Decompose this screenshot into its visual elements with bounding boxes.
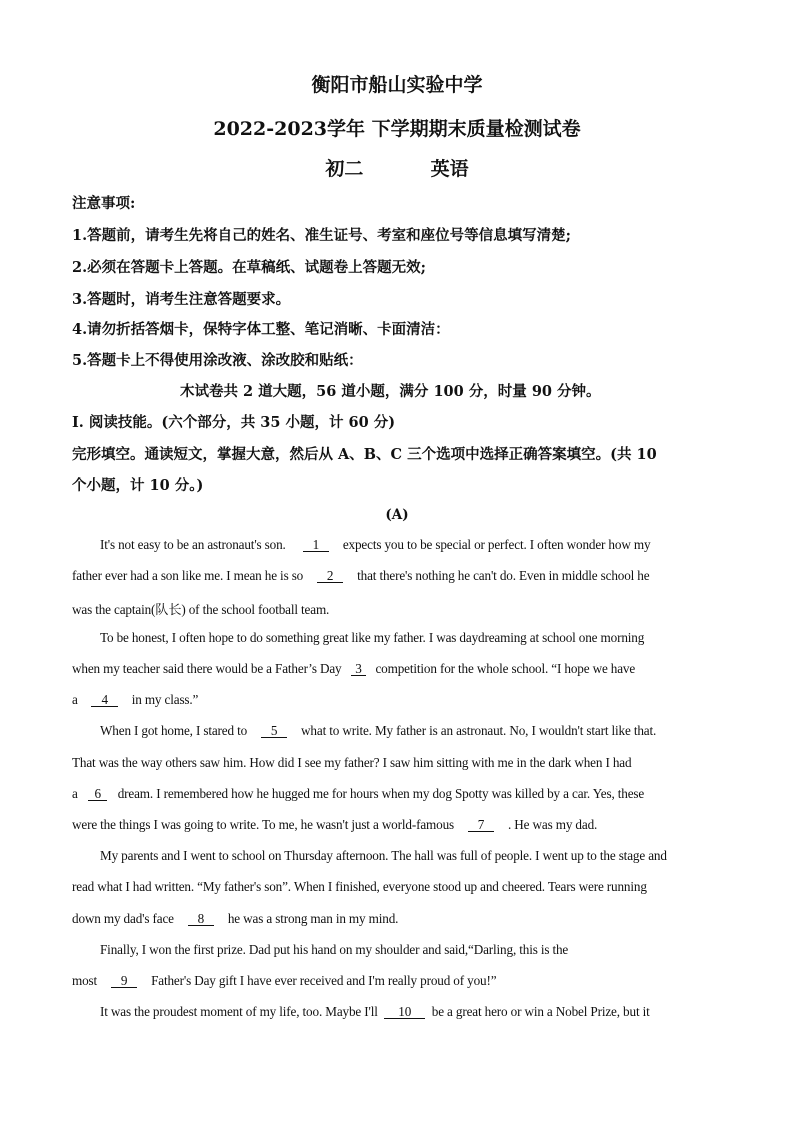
grade-label: 初二: [325, 158, 364, 180]
passage-line: When I got home, I stared to 5 what to write. My father is an astronaut. No, I wouldn't start like that.: [100, 723, 657, 738]
passage-line: were the things I was going to write. To me, he wasn't just a world-famous 7 . He was my dad.: [72, 817, 598, 832]
passage-line: read what I had written. “My father's son”. When I finished, everyone stood up and cheered. Tears were running: [72, 879, 647, 894]
passage-line: father ever had a son like me. I mean he is so 2 that there's nothing he can't do. Even in middle school he: [72, 568, 650, 583]
section-instruction-line1: 完形填空。通读短文，掌握大意，然后从 A、B、C 三个选项中选择正确答案填空。(共 10: [72, 446, 657, 463]
exam-summary: 木试卷共 2 道大题，56 道小题，满分 100 分，时量 90 分钟。: [180, 383, 601, 400]
passage-line: It was the proudest moment of my life, too. Maybe I'll 10 be a great hero or win a Nobel Prize, but it: [100, 1004, 650, 1019]
passage-line: My parents and I went to school on Thursday afternoon. The hall was full of people. I went up to the stage and: [100, 848, 667, 863]
section-instruction-line2: 个小题，计 10 分。): [72, 477, 204, 494]
notice-item-5: 5.答题卡上不得使用涂改液、涂改胶和贴纸：: [72, 352, 363, 369]
notice-item-2: 2.必须在答题卡上答题。在草稿纸、试题卷上答题无效;: [72, 259, 426, 276]
blank-3: 3: [341, 661, 375, 677]
school-name: 衡阳市船山实验中学: [311, 74, 483, 96]
blank-10: 10: [378, 1004, 432, 1020]
blank-7: 7: [454, 817, 508, 833]
passage-line: when my teacher said there would be a Father’s Day 3 competition for the whole school. “I hope we have: [72, 661, 636, 676]
passage-line: was the captain(队长) of the school football team.: [72, 602, 330, 617]
blank-8: 8: [174, 911, 228, 927]
passage-line: It's not easy to be an astronaut's son. 1 expects you to be special or perfect. I often wonder how my: [100, 537, 651, 552]
passage-line: That was the way others saw him. How did I see my father? I saw him sitting with me in the dark when I had: [72, 755, 632, 770]
blank-1: 1: [289, 537, 343, 553]
passage-line: a 4 in my class.”: [72, 692, 199, 707]
notice-item-3: 3.答题时，诮考生注意答题要求。: [72, 291, 291, 308]
blank-9: 9: [97, 973, 151, 989]
passage-line: most 9 Father's Day gift I have ever received and I'm really proud of you!”: [72, 973, 497, 988]
notice-item-4: 4.请勿折括答烟卡，保特字体工整、笔记消晰、卡面清洁：: [72, 321, 450, 338]
notice-title: 注意事项:: [72, 195, 136, 212]
passage-line: down my dad's face 8 he was a strong man in my mind.: [72, 911, 399, 926]
grade-subject: [0, 154, 794, 181]
blank-5: 5: [247, 723, 301, 739]
section-heading: I. 阅读技能。(六个部分，共 35 小题，计 60 分): [72, 414, 396, 431]
passage-line: a 6 dream. I remembered how he hugged me for hours when my dog Spotty was killed by a car. Yes, these: [72, 786, 645, 801]
notice-item-1: 1.答题前，请考生先将自己的姓名、准生证号、考室和座位号等信息填写清楚;: [72, 227, 571, 244]
passage-line: To be honest, I often hope to do something great like my father. I was daydreaming at school one morning: [100, 630, 645, 645]
blank-2: 2: [303, 568, 357, 584]
exam-title: 2022-2023学年 下学期期末质量检测试卷: [213, 118, 581, 140]
blank-4: 4: [78, 692, 132, 708]
passage-line: Finally, I won the first prize. Dad put his hand on my shoulder and said,“Darling, this is the: [100, 942, 569, 957]
subject-label: 英语: [430, 158, 469, 180]
blank-6: 6: [78, 786, 118, 802]
part-label: (A): [385, 507, 409, 523]
